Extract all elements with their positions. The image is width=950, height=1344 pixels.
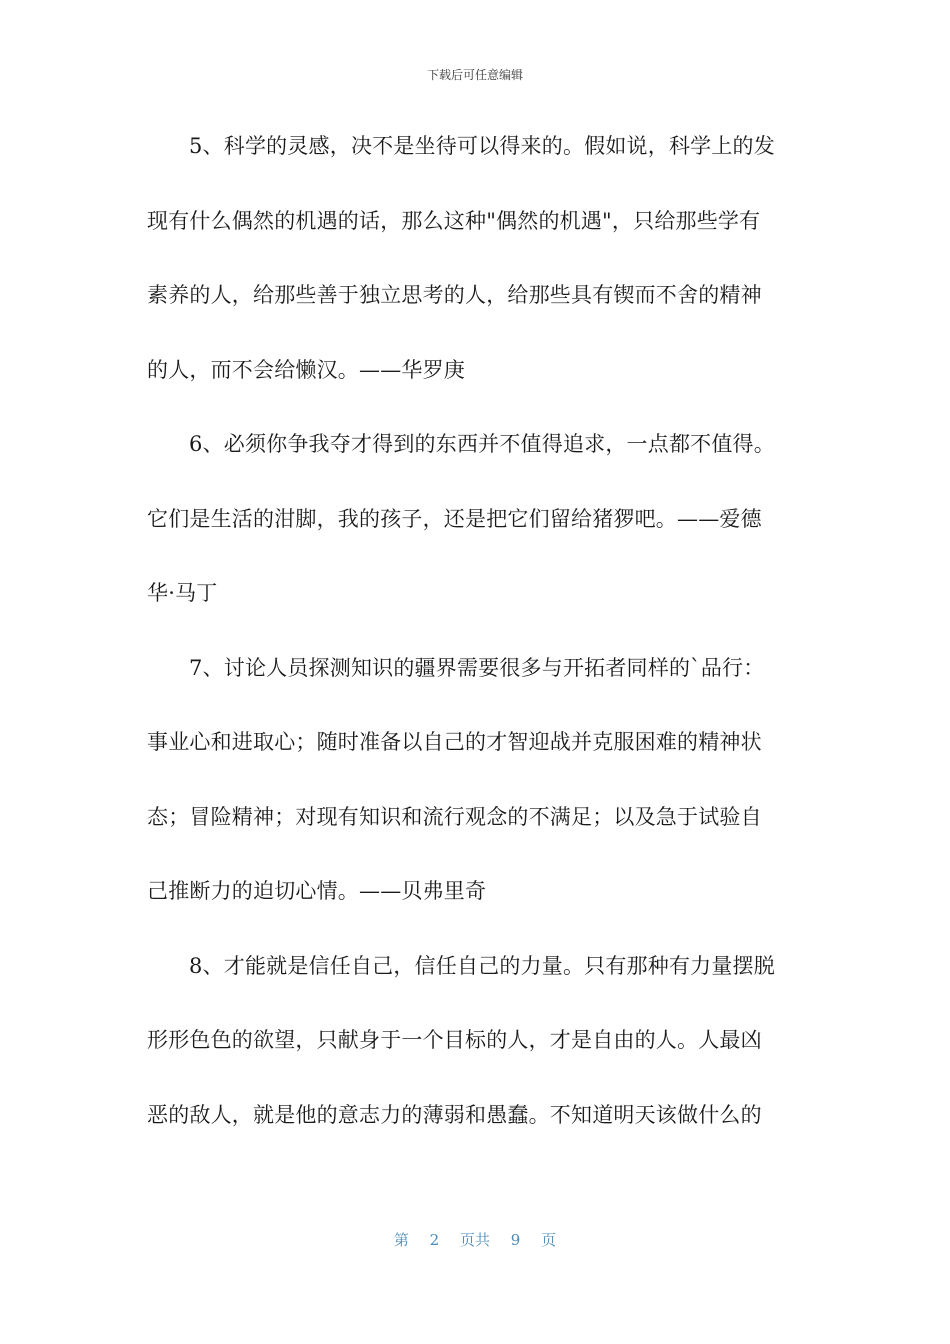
quote-5-line-1: 5、科学的灵感，决不是坐待可以得来的。假如说，科学上的发 (189, 134, 775, 158)
quote-7-line-4: 己推断力的迫切心情。——贝弗里奇 (147, 879, 487, 903)
quote-6-line-2: 它们是生活的泔脚，我的孩子，还是把它们留给猪猡吧。——爱德 (147, 506, 762, 531)
page-footer (0, 1229, 950, 1250)
quote-8-line-1: 8、才能就是信任自己，信任自己的力量。只有那种有力量摆脱 (189, 953, 775, 978)
document-body (147, 126, 807, 1169)
footer-suffix: 页 (541, 1231, 557, 1249)
footer-total-pages: 9 (510, 1231, 521, 1249)
footer-current-page: 2 (429, 1231, 440, 1249)
footer-middle: 页共 (459, 1231, 490, 1249)
quote-8-line-3: 恶的敌人，就是他的意志力的薄弱和愚蠢。不知道明天该做什么的 (147, 1102, 762, 1127)
quote-5-line-3: 素养的人，给那些善于独立思考的人，给那些具有锲而不舍的精神 (147, 283, 762, 307)
footer-prefix: 第 (393, 1231, 409, 1249)
quote-7-line-3: 态；冒险精神；对现有知识和流行观念的不满足；以及急于试验自 (147, 804, 762, 829)
quote-7-line-1: 7、讨论人员探测知识的疆界需要很多与开拓者同样的`品行： (189, 655, 765, 680)
quote-5-line-4: 的人，而不会给懒汉。——华罗庚 (147, 357, 465, 382)
quote-5-line-2: 现有什么偶然的机遇的话，那么这种"偶然的机遇"，只给那些学有 (147, 208, 761, 233)
page-header-note: 下载后可任意编辑 (426, 68, 523, 82)
quote-6-line-1: 6、必须你争我夺才得到的东西并不值得追求，一点都不值得。 (189, 432, 775, 456)
quote-6-line-3: 华·马丁 (147, 581, 218, 605)
quote-8-line-2: 形形色色的欲望，只献身于一个目标的人，才是自由的人。人最凶 (147, 1028, 762, 1052)
quote-7-line-2: 事业心和进取心；随时准备以自己的才智迎战并克服困难的精神状 (147, 730, 762, 754)
